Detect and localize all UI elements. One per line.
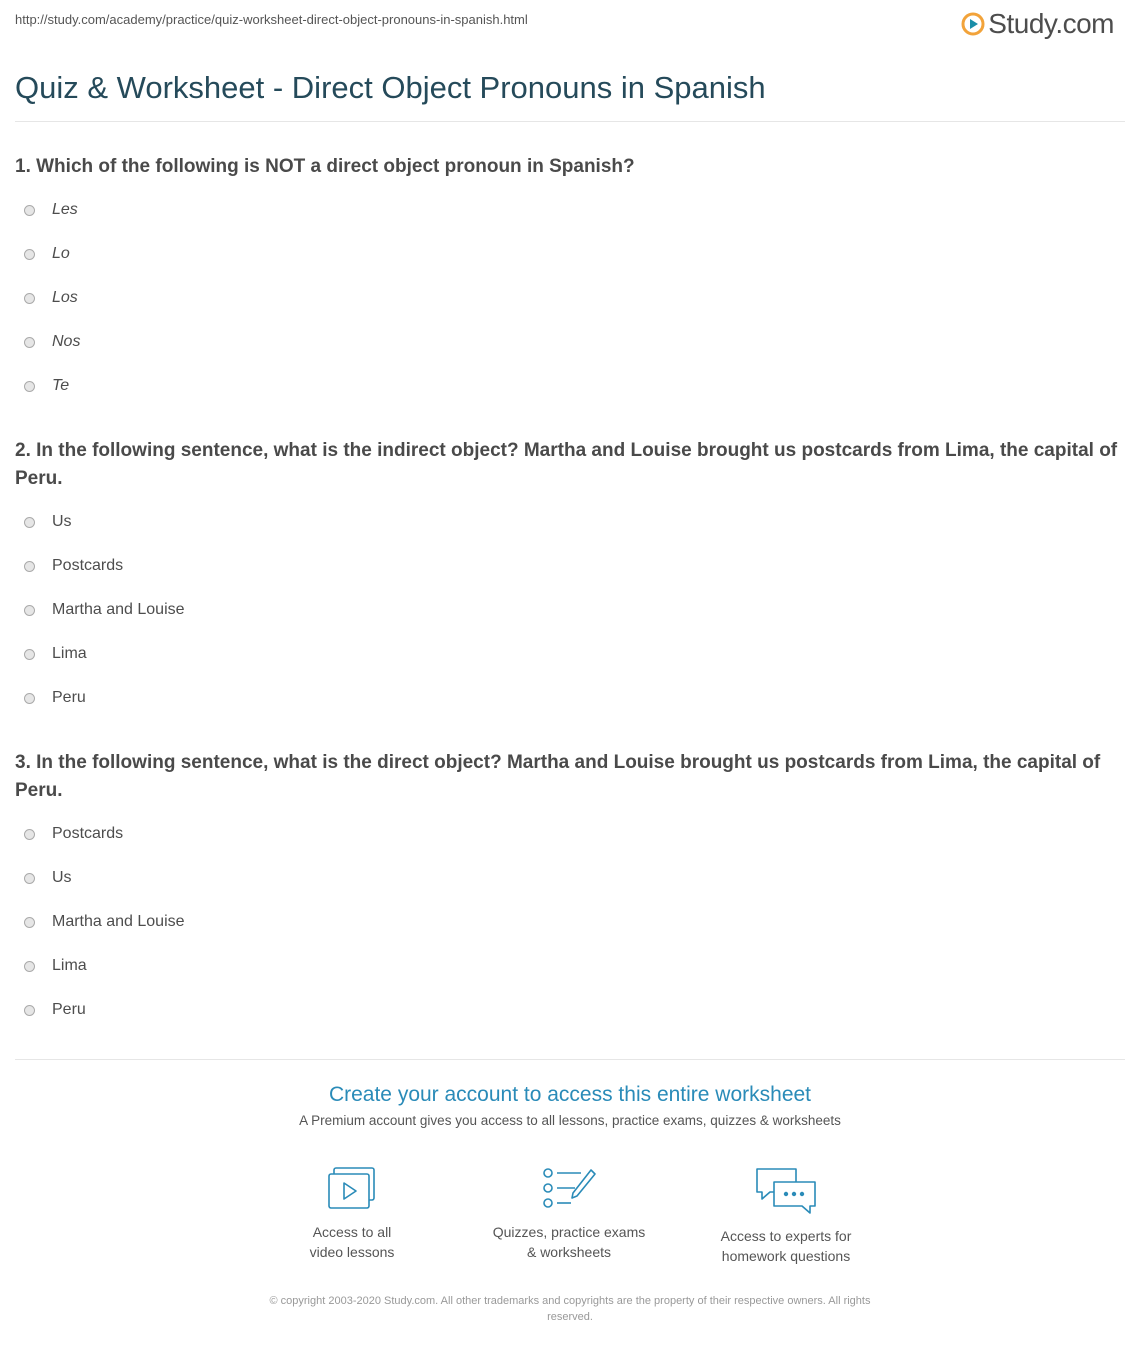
copyright-line: reserved.	[547, 1311, 593, 1323]
answer-option[interactable]	[15, 364, 1125, 408]
feature-text-line: homework questions	[721, 1248, 851, 1264]
radio-button[interactable]	[24, 961, 35, 972]
option-label: Lo	[52, 245, 70, 262]
radio-button[interactable]	[24, 1005, 35, 1016]
option-label: Us	[52, 513, 72, 530]
create-account-link[interactable]: Create your account to access this entire worksheet	[328, 1083, 812, 1106]
question-1	[15, 153, 1125, 408]
answer-option[interactable]	[15, 988, 1125, 1032]
option-label: Postcards	[52, 825, 124, 842]
answer-option[interactable]	[15, 812, 1125, 856]
study-logo[interactable]	[961, 8, 1114, 40]
feature-text-line: video lessons	[309, 1244, 395, 1260]
radio-button[interactable]	[24, 649, 35, 660]
answer-option[interactable]	[15, 676, 1125, 720]
radio-button[interactable]	[24, 293, 35, 304]
question-text: 3. In the following sentence, what is the direct object? Martha and Louise brought us postcards from Lima, the capital of Peru.	[15, 752, 1101, 801]
quiz-list-icon	[541, 1166, 597, 1212]
radio-button[interactable]	[24, 873, 35, 884]
radio-button[interactable]	[24, 917, 35, 928]
feature-text-line: Access to experts for	[720, 1228, 852, 1244]
page-title: Quiz & Worksheet - Direct Object Pronouns in Spanish	[15, 70, 766, 105]
option-label: Nos	[52, 333, 81, 350]
copyright-notice	[210, 1293, 930, 1325]
answer-option[interactable]	[15, 320, 1125, 364]
option-label: Lima	[52, 957, 87, 974]
answer-option[interactable]	[15, 900, 1125, 944]
answer-options	[15, 500, 1125, 720]
answer-option[interactable]	[15, 544, 1125, 588]
page-url: http://study.com/academy/practice/quiz-worksheet-direct-object-pronouns-in-spanish.html	[15, 12, 528, 27]
question-3	[15, 749, 1125, 1032]
radio-button[interactable]	[24, 605, 35, 616]
copyright-line: © copyright 2003-2020 Study.com. All other trademarks and copyrights are the property of their respective owners. All rights	[269, 1295, 871, 1307]
option-label: Peru	[52, 689, 86, 706]
answer-options	[15, 188, 1125, 408]
radio-button[interactable]	[24, 381, 35, 392]
answer-option[interactable]	[15, 188, 1125, 232]
feature-text-line: Access to all	[312, 1224, 392, 1240]
chat-bubbles-icon	[754, 1166, 818, 1216]
premium-description: A Premium account gives you access to all lessons, practice exams, quizzes & worksheets	[299, 1113, 841, 1128]
radio-button[interactable]	[24, 249, 35, 260]
option-label: Us	[52, 869, 72, 886]
answer-option[interactable]	[15, 944, 1125, 988]
feature-video-lessons	[252, 1166, 452, 1262]
radio-button[interactable]	[24, 693, 35, 704]
play-logo-icon	[961, 12, 985, 36]
option-label: Postcards	[52, 557, 124, 574]
answer-option[interactable]	[15, 632, 1125, 676]
radio-button[interactable]	[24, 829, 35, 840]
option-label: Lima	[52, 645, 87, 662]
answer-options	[15, 812, 1125, 1032]
answer-option[interactable]	[15, 856, 1125, 900]
option-label: Martha and Louise	[52, 913, 185, 930]
video-lesson-icon	[326, 1166, 378, 1212]
radio-button[interactable]	[24, 337, 35, 348]
radio-button[interactable]	[24, 561, 35, 572]
answer-option[interactable]	[15, 500, 1125, 544]
feature-text-line: Quizzes, practice exams	[492, 1224, 646, 1240]
feature-quizzes	[469, 1166, 669, 1262]
content-divider	[15, 1059, 1125, 1060]
radio-button[interactable]	[24, 205, 35, 216]
answer-option[interactable]	[15, 588, 1125, 632]
question-text: 2. In the following sentence, what is the indirect object? Martha and Louise brought us postcards from Lima, the capital of Peru.	[15, 440, 1118, 489]
question-text: 1. Which of the following is NOT a direct object pronoun in Spanish?	[15, 156, 635, 177]
option-label: Los	[52, 289, 78, 306]
question-2	[15, 437, 1125, 720]
option-label: Les	[52, 201, 78, 218]
option-label: Te	[52, 377, 70, 394]
feature-experts	[686, 1166, 886, 1266]
answer-option[interactable]	[15, 276, 1125, 320]
option-label: Peru	[52, 1001, 86, 1018]
logo-text: Study.com	[988, 8, 1114, 39]
answer-option[interactable]	[15, 232, 1125, 276]
option-label: Martha and Louise	[52, 601, 185, 618]
feature-text-line: & worksheets	[526, 1244, 612, 1260]
title-divider	[15, 121, 1125, 122]
radio-button[interactable]	[24, 517, 35, 528]
